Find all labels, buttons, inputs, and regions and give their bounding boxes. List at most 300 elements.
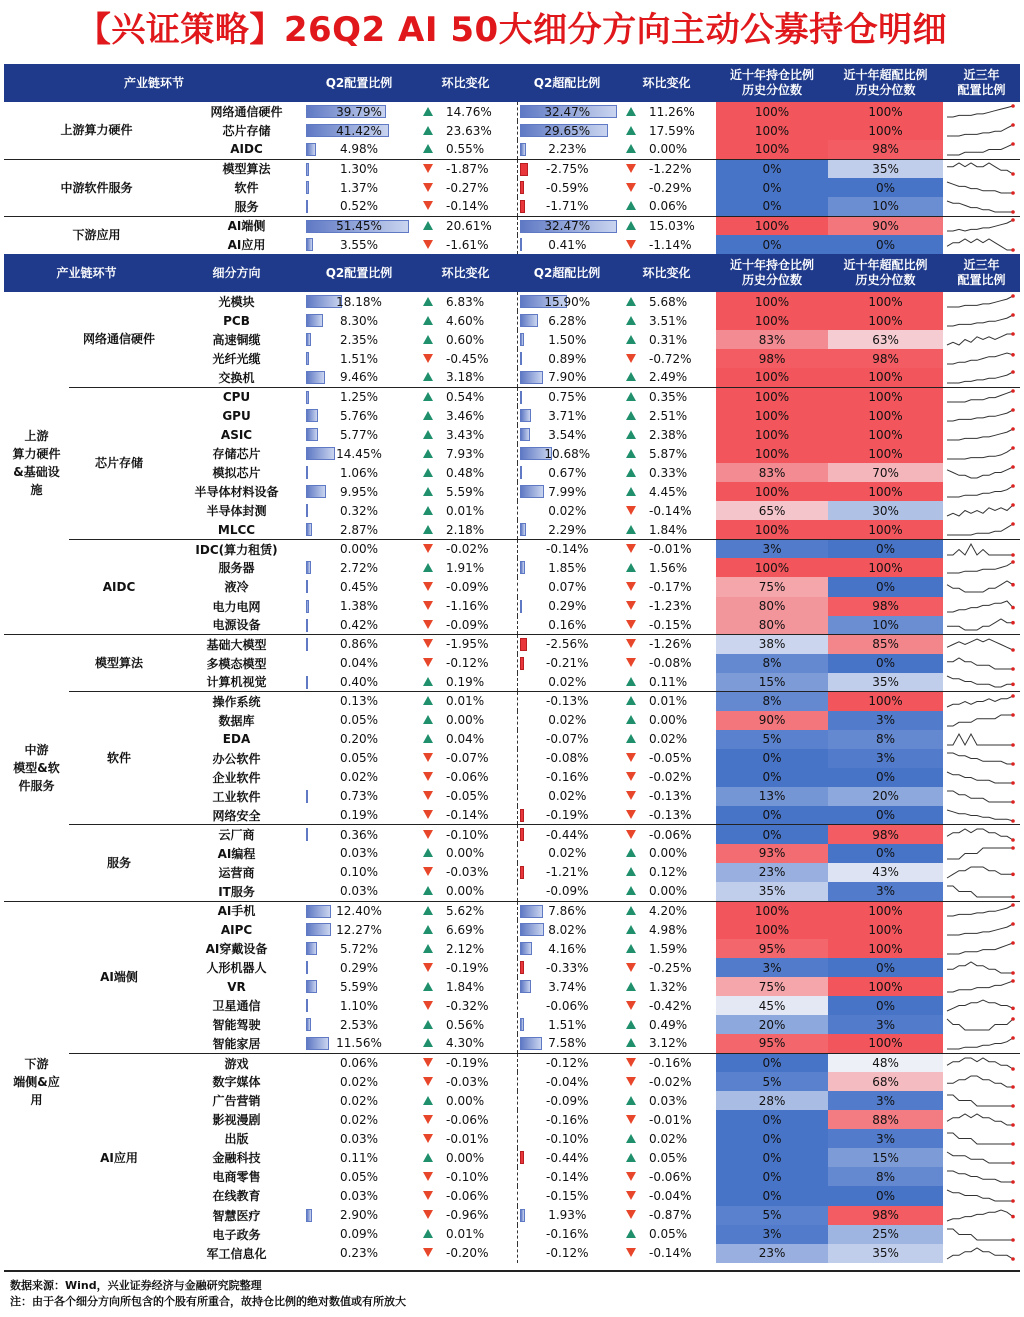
direction-label: 服务 bbox=[234, 199, 259, 214]
value-bar bbox=[520, 314, 539, 327]
overweight-percentile: 48% bbox=[828, 1053, 943, 1072]
sparkline-path bbox=[947, 524, 1013, 535]
q2-change: 0.55% bbox=[446, 142, 485, 157]
sparkline-end-dot bbox=[1011, 743, 1015, 747]
arrow-up-icon bbox=[423, 886, 433, 895]
sparkline-path bbox=[947, 676, 1013, 687]
arrow-down-icon bbox=[423, 1115, 433, 1124]
value-cell bbox=[304, 1167, 414, 1186]
trend-sparkline-cell bbox=[943, 330, 1020, 349]
arrow-up-icon bbox=[626, 392, 636, 401]
arrow-down-icon bbox=[626, 1058, 636, 1067]
holding-percentile: 80% bbox=[716, 597, 828, 616]
value-text: 5.77% bbox=[339, 427, 379, 442]
value-cell bbox=[304, 121, 414, 140]
overweight-percentile: 100% bbox=[828, 692, 943, 711]
trend-sparkline bbox=[945, 1056, 1017, 1071]
sparkline-path bbox=[947, 753, 1013, 764]
q2-change: 0.60% bbox=[446, 332, 485, 347]
value-text: 32.47% bbox=[544, 104, 591, 119]
value-cell bbox=[517, 330, 617, 349]
value-text: 0.05% bbox=[339, 1169, 379, 1184]
overweight-percentile: 100% bbox=[828, 558, 943, 577]
q2-overweight-change: 0.05% bbox=[649, 1150, 688, 1165]
trend-sparkline-cell bbox=[943, 577, 1020, 596]
value-text: 4.16% bbox=[548, 941, 587, 956]
value-text: 3.74% bbox=[548, 979, 587, 994]
change-arrow-cell bbox=[617, 539, 645, 558]
value-cell bbox=[304, 1225, 414, 1244]
sparkline-end-dot bbox=[1011, 370, 1015, 374]
arrow-up-icon bbox=[423, 316, 433, 325]
value-text: 0.02% bbox=[339, 1074, 379, 1089]
q2-overweight-change: -0.05% bbox=[649, 751, 692, 766]
trend-sparkline bbox=[945, 123, 1017, 138]
trend-sparkline-cell bbox=[943, 1186, 1020, 1205]
value-bar bbox=[306, 466, 308, 479]
holding-percentile: 95% bbox=[716, 939, 828, 958]
trend-sparkline bbox=[945, 199, 1017, 214]
direction-label: IDC(算力租赁) bbox=[169, 539, 304, 558]
overweight-percentile: 8% bbox=[828, 1167, 943, 1186]
holding-percentile: 100% bbox=[716, 292, 828, 311]
header-chain: 产业链环节 bbox=[4, 254, 169, 292]
trend-sparkline bbox=[945, 351, 1017, 366]
arrow-up-icon bbox=[626, 677, 636, 686]
arrow-up-icon bbox=[423, 392, 433, 401]
overweight-percentile: 90% bbox=[828, 216, 943, 235]
change-arrow-cell bbox=[617, 939, 645, 958]
change-arrow-cell bbox=[617, 616, 645, 635]
value-cell bbox=[304, 330, 414, 349]
value-cell bbox=[304, 1053, 414, 1072]
change-arrow-cell bbox=[617, 1015, 645, 1034]
q2-change: 0.19% bbox=[446, 674, 485, 689]
q2-overweight-change: -1.14% bbox=[649, 237, 692, 252]
sparkline-path bbox=[947, 1019, 1013, 1030]
value-text: 9.46% bbox=[339, 370, 379, 385]
overweight-percentile: 0% bbox=[828, 768, 943, 787]
trend-sparkline-cell bbox=[943, 806, 1020, 825]
q2-change: -0.01% bbox=[446, 1131, 489, 1146]
sparkline-path bbox=[947, 1152, 1013, 1163]
change-arrow-cell bbox=[617, 692, 645, 711]
trend-sparkline-cell bbox=[943, 197, 1020, 216]
value-text: 3.71% bbox=[548, 408, 587, 423]
footnotes bbox=[4, 1270, 1020, 1317]
trend-sparkline bbox=[945, 827, 1017, 842]
change-arrow-cell bbox=[414, 1186, 442, 1205]
value-bar bbox=[520, 828, 524, 841]
value-cell bbox=[304, 768, 414, 787]
value-cell bbox=[517, 425, 617, 444]
header-chain: 产业链环节 bbox=[4, 64, 304, 102]
change-arrow-cell bbox=[414, 1072, 442, 1091]
arrow-down-icon bbox=[626, 1172, 636, 1181]
value-bar bbox=[520, 352, 523, 365]
sub-chain-label: AI端侧 bbox=[69, 901, 169, 1053]
value-bar bbox=[306, 1209, 312, 1222]
change-arrow-cell bbox=[414, 1110, 442, 1129]
value-bar bbox=[520, 163, 528, 176]
change-arrow-cell bbox=[414, 444, 442, 463]
trend-sparkline-cell bbox=[943, 558, 1020, 577]
overweight-percentile: 35% bbox=[828, 159, 943, 178]
q2-change: -0.10% bbox=[442, 825, 517, 844]
arrow-up-icon bbox=[423, 126, 433, 135]
trend-sparkline bbox=[945, 1150, 1017, 1165]
change-arrow-cell bbox=[617, 425, 645, 444]
trend-sparkline bbox=[945, 1131, 1017, 1146]
value-bar bbox=[520, 980, 531, 993]
change-arrow-cell bbox=[414, 939, 442, 958]
overweight-percentile: 0% bbox=[828, 577, 943, 596]
holding-percentile: 93% bbox=[716, 844, 828, 863]
sparkline-path bbox=[947, 924, 1013, 935]
value-text: 0.03% bbox=[339, 884, 379, 899]
trend-sparkline bbox=[945, 465, 1017, 480]
sparkline-path bbox=[947, 981, 1013, 992]
holding-percentile: 13% bbox=[716, 787, 828, 806]
overweight-percentile: 15% bbox=[828, 1148, 943, 1167]
change-arrow-cell bbox=[414, 539, 442, 558]
sparkline-end-dot bbox=[1011, 353, 1015, 357]
value-bar bbox=[520, 200, 525, 213]
holding-percentile: 100% bbox=[716, 520, 828, 539]
arrow-up-icon bbox=[423, 1229, 433, 1238]
value-cell bbox=[304, 597, 414, 616]
arrow-up-icon bbox=[423, 468, 433, 477]
change-arrow-cell bbox=[617, 996, 645, 1015]
sparkline-path bbox=[947, 581, 1013, 592]
header-q2o: Q2超配比例 bbox=[517, 64, 617, 102]
holding-percentile: 80% bbox=[716, 616, 828, 635]
direction-label: EDA bbox=[222, 732, 251, 747]
value-cell bbox=[304, 1186, 414, 1205]
q2-change: -0.09% bbox=[446, 579, 489, 594]
value-cell bbox=[517, 1034, 617, 1053]
arrow-up-icon bbox=[423, 506, 433, 515]
arrow-down-icon bbox=[423, 1001, 433, 1010]
arrow-down-icon bbox=[423, 164, 433, 173]
direction-label: AI应用 bbox=[227, 238, 266, 253]
value-bar bbox=[520, 466, 522, 479]
sparkline-end-dot bbox=[1011, 694, 1015, 698]
direction-label: 数据库 bbox=[218, 713, 255, 728]
sparkline-path bbox=[947, 372, 1013, 383]
direction-label: CPU bbox=[169, 387, 304, 406]
value-bar bbox=[520, 238, 522, 251]
value-text: 1.93% bbox=[548, 1208, 587, 1223]
arrow-up-icon bbox=[423, 982, 433, 991]
q2-change: -0.03% bbox=[446, 1074, 489, 1089]
holding-percentile: 0% bbox=[716, 768, 828, 787]
value-text: 0.13% bbox=[339, 694, 379, 709]
value-text: -0.16% bbox=[546, 770, 589, 785]
direction-label: 半导体封测 bbox=[206, 504, 267, 519]
q2-overweight-change: -0.06% bbox=[645, 825, 716, 844]
overweight-percentile: 100% bbox=[828, 920, 943, 939]
holding-percentile: 45% bbox=[716, 996, 828, 1015]
q2-overweight-change: 1.32% bbox=[649, 979, 688, 994]
arrow-up-icon bbox=[423, 335, 433, 344]
sparkline-path bbox=[947, 905, 1013, 916]
holding-percentile: 65% bbox=[716, 501, 828, 520]
value-text: 0.02% bbox=[548, 674, 587, 689]
change-arrow-cell bbox=[414, 863, 442, 882]
value-cell bbox=[517, 577, 617, 596]
change-arrow-cell bbox=[617, 1034, 645, 1053]
value-cell bbox=[517, 635, 617, 654]
trend-sparkline-cell bbox=[943, 1225, 1020, 1244]
value-cell bbox=[517, 520, 617, 539]
summary-table bbox=[4, 64, 1020, 254]
arrow-up-icon bbox=[626, 411, 636, 420]
change-arrow-cell bbox=[617, 216, 645, 235]
q2-overweight-change: -0.13% bbox=[649, 789, 692, 804]
trend-sparkline-cell bbox=[943, 882, 1020, 901]
direction-label: 网络通信硬件 bbox=[210, 105, 283, 120]
value-cell bbox=[304, 501, 414, 520]
q2-change: 0.01% bbox=[446, 1227, 485, 1242]
value-text: -0.19% bbox=[546, 808, 589, 823]
value-text: -0.21% bbox=[546, 656, 589, 671]
change-arrow-cell bbox=[617, 520, 645, 539]
overweight-percentile: 0% bbox=[828, 958, 943, 977]
change-arrow-cell bbox=[414, 1129, 442, 1148]
value-text: -0.14% bbox=[546, 1169, 589, 1184]
value-cell bbox=[304, 520, 414, 539]
value-text: -0.44% bbox=[546, 1150, 589, 1165]
detail-row bbox=[4, 387, 1020, 406]
sparkline-path bbox=[947, 467, 1013, 478]
sparkline-end-dot bbox=[1011, 1162, 1015, 1166]
value-cell bbox=[517, 1129, 617, 1148]
sparkline-path bbox=[947, 1058, 1013, 1069]
q2-change: 0.01% bbox=[442, 692, 517, 711]
value-bar bbox=[520, 638, 528, 651]
sparkline-path bbox=[947, 1095, 1013, 1106]
value-text: 0.02% bbox=[548, 789, 587, 804]
sparkline-path bbox=[947, 1038, 1013, 1049]
q2-change: 3.46% bbox=[446, 408, 485, 423]
change-arrow-cell bbox=[617, 121, 645, 140]
arrow-up-icon bbox=[626, 982, 636, 991]
sparkline-path bbox=[947, 239, 1013, 250]
value-cell bbox=[517, 996, 617, 1015]
value-text: -0.33% bbox=[546, 960, 589, 975]
q2-overweight-change: 17.59% bbox=[649, 123, 695, 138]
arrow-up-icon bbox=[423, 715, 433, 724]
direction-label: 在线教育 bbox=[212, 1189, 261, 1204]
q2-overweight-change: 4.20% bbox=[645, 901, 716, 920]
value-text: -0.59% bbox=[546, 180, 589, 195]
trend-sparkline bbox=[945, 542, 1017, 557]
q2-change: 5.59% bbox=[446, 484, 485, 499]
sparkline-path bbox=[947, 829, 1013, 840]
value-cell bbox=[304, 368, 414, 387]
q2-change: -0.02% bbox=[442, 539, 517, 558]
sparkline-path bbox=[947, 201, 1013, 212]
value-text: 0.20% bbox=[339, 732, 379, 747]
arrow-down-icon bbox=[423, 1210, 433, 1219]
sparkline-end-dot bbox=[1011, 248, 1015, 252]
value-cell bbox=[517, 901, 617, 920]
value-text: -0.12% bbox=[546, 1246, 589, 1261]
value-text: 2.87% bbox=[339, 522, 379, 537]
value-bar bbox=[306, 428, 318, 441]
q2-overweight-change: 3.12% bbox=[649, 1036, 688, 1051]
change-arrow-cell bbox=[617, 882, 645, 901]
sparkline-path bbox=[947, 619, 1013, 630]
trend-sparkline-cell bbox=[943, 349, 1020, 368]
direction-label: 金融科技 bbox=[212, 1151, 261, 1166]
arrow-down-icon bbox=[626, 620, 636, 629]
sparkline-end-dot bbox=[1011, 427, 1015, 431]
value-cell bbox=[304, 977, 414, 996]
chain-group-label: 下游 端侧&应 用 bbox=[4, 901, 69, 1263]
header-chg: 环比变化 bbox=[414, 254, 517, 292]
arrow-up-icon bbox=[423, 221, 433, 230]
change-arrow-cell bbox=[414, 159, 442, 178]
q2-change: 20.61% bbox=[442, 216, 517, 235]
sparkline-end-dot bbox=[1011, 219, 1015, 223]
q2-overweight-change: -0.29% bbox=[649, 180, 692, 195]
direction-label: 多模态模型 bbox=[206, 656, 267, 671]
value-text: -2.75% bbox=[546, 161, 589, 176]
sparkline-end-dot bbox=[1011, 583, 1015, 587]
q2-overweight-change: 0.00% bbox=[649, 846, 688, 861]
overweight-percentile: 70% bbox=[828, 463, 943, 482]
trend-sparkline-cell bbox=[943, 121, 1020, 140]
q2-change: 0.56% bbox=[446, 1017, 485, 1032]
trend-sparkline bbox=[945, 237, 1017, 252]
q2-overweight-change: 4.45% bbox=[649, 484, 688, 499]
change-arrow-cell bbox=[414, 749, 442, 768]
holding-percentile: 75% bbox=[716, 977, 828, 996]
value-text: 1.30% bbox=[339, 161, 379, 176]
q2-change: 0.00% bbox=[446, 713, 485, 728]
overweight-percentile: 100% bbox=[828, 444, 943, 463]
value-text: 15.90% bbox=[544, 294, 591, 309]
trend-sparkline bbox=[945, 599, 1017, 614]
arrow-up-icon bbox=[626, 734, 636, 743]
trend-sparkline-cell bbox=[943, 692, 1020, 711]
trend-sparkline bbox=[945, 104, 1017, 119]
change-arrow-cell bbox=[414, 1206, 442, 1225]
trend-sparkline-cell bbox=[943, 159, 1020, 178]
q2-overweight-change: 0.02% bbox=[649, 732, 688, 747]
value-text: 0.04% bbox=[339, 656, 379, 671]
q2-overweight-change: -0.17% bbox=[649, 579, 692, 594]
q2-change: 0.00% bbox=[446, 1093, 485, 1108]
value-cell bbox=[304, 140, 414, 159]
overweight-percentile: 3% bbox=[828, 711, 943, 730]
arrow-up-icon bbox=[423, 1038, 433, 1047]
holding-percentile: 0% bbox=[716, 1167, 828, 1186]
q2-change: 1.84% bbox=[446, 979, 485, 994]
holding-percentile: 5% bbox=[716, 1072, 828, 1091]
trend-sparkline-cell bbox=[943, 216, 1020, 235]
change-arrow-cell bbox=[617, 597, 645, 616]
value-cell bbox=[517, 463, 617, 482]
q2-change: 0.04% bbox=[446, 732, 485, 747]
value-text: 11.56% bbox=[336, 1036, 382, 1051]
overweight-percentile: 0% bbox=[828, 539, 943, 558]
value-text: -0.16% bbox=[546, 1112, 589, 1127]
trend-sparkline bbox=[945, 884, 1017, 899]
trend-sparkline-cell bbox=[943, 863, 1020, 882]
value-cell bbox=[304, 235, 414, 254]
sparkline-end-dot bbox=[1011, 104, 1015, 108]
direction-label: 军工信息化 bbox=[206, 1246, 267, 1261]
sparkline-end-dot bbox=[1011, 313, 1015, 317]
arrow-up-icon bbox=[423, 1153, 433, 1162]
sparkline-path bbox=[947, 848, 1013, 859]
arrow-down-icon bbox=[626, 791, 636, 800]
value-text: 8.30% bbox=[339, 313, 379, 328]
value-text: 0.09% bbox=[339, 1227, 379, 1242]
value-cell bbox=[304, 558, 414, 577]
q2-change: -0.19% bbox=[442, 1053, 517, 1072]
value-cell bbox=[304, 292, 414, 311]
change-arrow-cell bbox=[414, 501, 442, 520]
change-arrow-cell bbox=[414, 197, 442, 216]
trend-sparkline bbox=[945, 808, 1017, 823]
page-title: 【兴证策略】26Q2 AI 50大细分方向主动公募持仓明细 bbox=[76, 10, 948, 50]
q2-overweight-change: 0.35% bbox=[645, 387, 716, 406]
arrow-down-icon bbox=[423, 1172, 433, 1181]
holding-percentile: 0% bbox=[716, 806, 828, 825]
direction-label: AI穿戴设备 bbox=[205, 942, 268, 957]
value-cell bbox=[517, 311, 617, 330]
change-arrow-cell bbox=[414, 958, 442, 977]
arrow-up-icon bbox=[626, 563, 636, 572]
arrow-up-icon bbox=[423, 734, 433, 743]
value-text: 1.10% bbox=[339, 998, 379, 1013]
overweight-percentile: 43% bbox=[828, 863, 943, 882]
value-cell bbox=[304, 654, 414, 673]
value-text: 6.28% bbox=[548, 313, 587, 328]
change-arrow-cell bbox=[617, 387, 645, 406]
q2-overweight-change: 2.49% bbox=[649, 370, 688, 385]
arrow-up-icon bbox=[626, 1020, 636, 1029]
arrow-down-icon bbox=[626, 601, 636, 610]
direction-label: 智能家居 bbox=[212, 1036, 261, 1051]
trend-sparkline-cell bbox=[943, 977, 1020, 996]
value-cell bbox=[517, 958, 617, 977]
direction-label: 电源设备 bbox=[212, 618, 261, 633]
q2-overweight-change: -0.01% bbox=[645, 539, 716, 558]
holding-percentile: 3% bbox=[716, 1225, 828, 1244]
value-text: 29.65% bbox=[544, 123, 591, 138]
q2-change: -0.10% bbox=[446, 1169, 489, 1184]
value-cell bbox=[304, 387, 414, 406]
sparkline-end-dot bbox=[1011, 979, 1015, 983]
arrow-up-icon bbox=[423, 677, 433, 686]
value-cell bbox=[304, 730, 414, 749]
trend-sparkline-cell bbox=[943, 920, 1020, 939]
value-text: 12.27% bbox=[336, 922, 382, 937]
value-text: 2.23% bbox=[548, 142, 587, 157]
arrow-up-icon bbox=[423, 1096, 433, 1105]
arrow-up-icon bbox=[626, 1229, 636, 1238]
overweight-percentile: 63% bbox=[828, 330, 943, 349]
direction-label: MLCC bbox=[217, 522, 256, 537]
disclaimer-note: 注：由于各个细分方向所包含的个股有所重合，故持仓比例的绝对数值或有所放大 bbox=[10, 1295, 406, 1308]
arrow-up-icon bbox=[626, 430, 636, 439]
holding-percentile: 100% bbox=[716, 901, 828, 920]
